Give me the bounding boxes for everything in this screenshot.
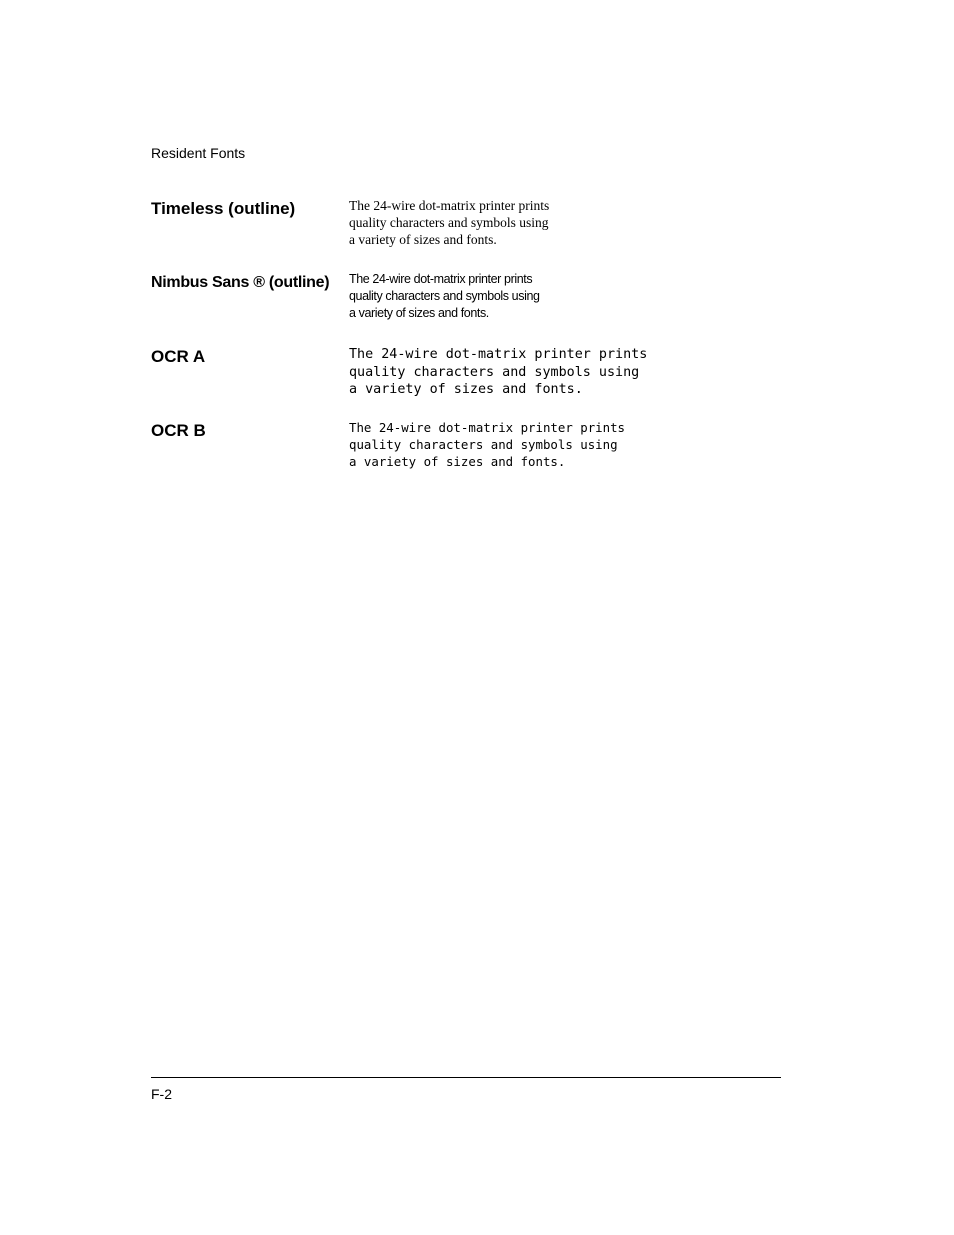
sample-line: The 24-wire dot-matrix printer prints (349, 272, 533, 286)
sample-line: a variety of sizes and fonts. (349, 454, 566, 469)
font-name: OCR B (151, 421, 206, 440)
sample-line: quality characters and symbols using (349, 289, 540, 303)
sample-line: a variety of sizes and fonts. (349, 382, 583, 397)
sample-line: The 24-wire dot-matrix printer prints (349, 198, 550, 213)
page-number: F-2 (151, 1086, 172, 1102)
font-name: Timeless (outline) (151, 199, 296, 218)
sample-text (349, 271, 540, 322)
running-header: Resident Fonts (151, 145, 246, 161)
sample-line: The 24-wire dot-matrix printer prints (349, 420, 626, 435)
font-name: OCR A (151, 347, 206, 366)
sample-text (349, 419, 625, 470)
sample-line: quality characters and symbols using (349, 215, 549, 230)
sample-line: quality characters and symbols using (349, 437, 618, 452)
sample-text (349, 197, 549, 248)
sample-line: a variety of sizes and fonts. (349, 306, 489, 320)
font-name: Nimbus Sans ® (outline) (151, 274, 330, 291)
sample-line: The 24-wire dot-matrix printer prints (349, 347, 648, 362)
sample-line: a variety of sizes and fonts. (349, 232, 497, 247)
footer-divider (151, 1077, 781, 1078)
sample-line: quality characters and symbols using (349, 364, 640, 380)
sample-text (349, 346, 647, 399)
